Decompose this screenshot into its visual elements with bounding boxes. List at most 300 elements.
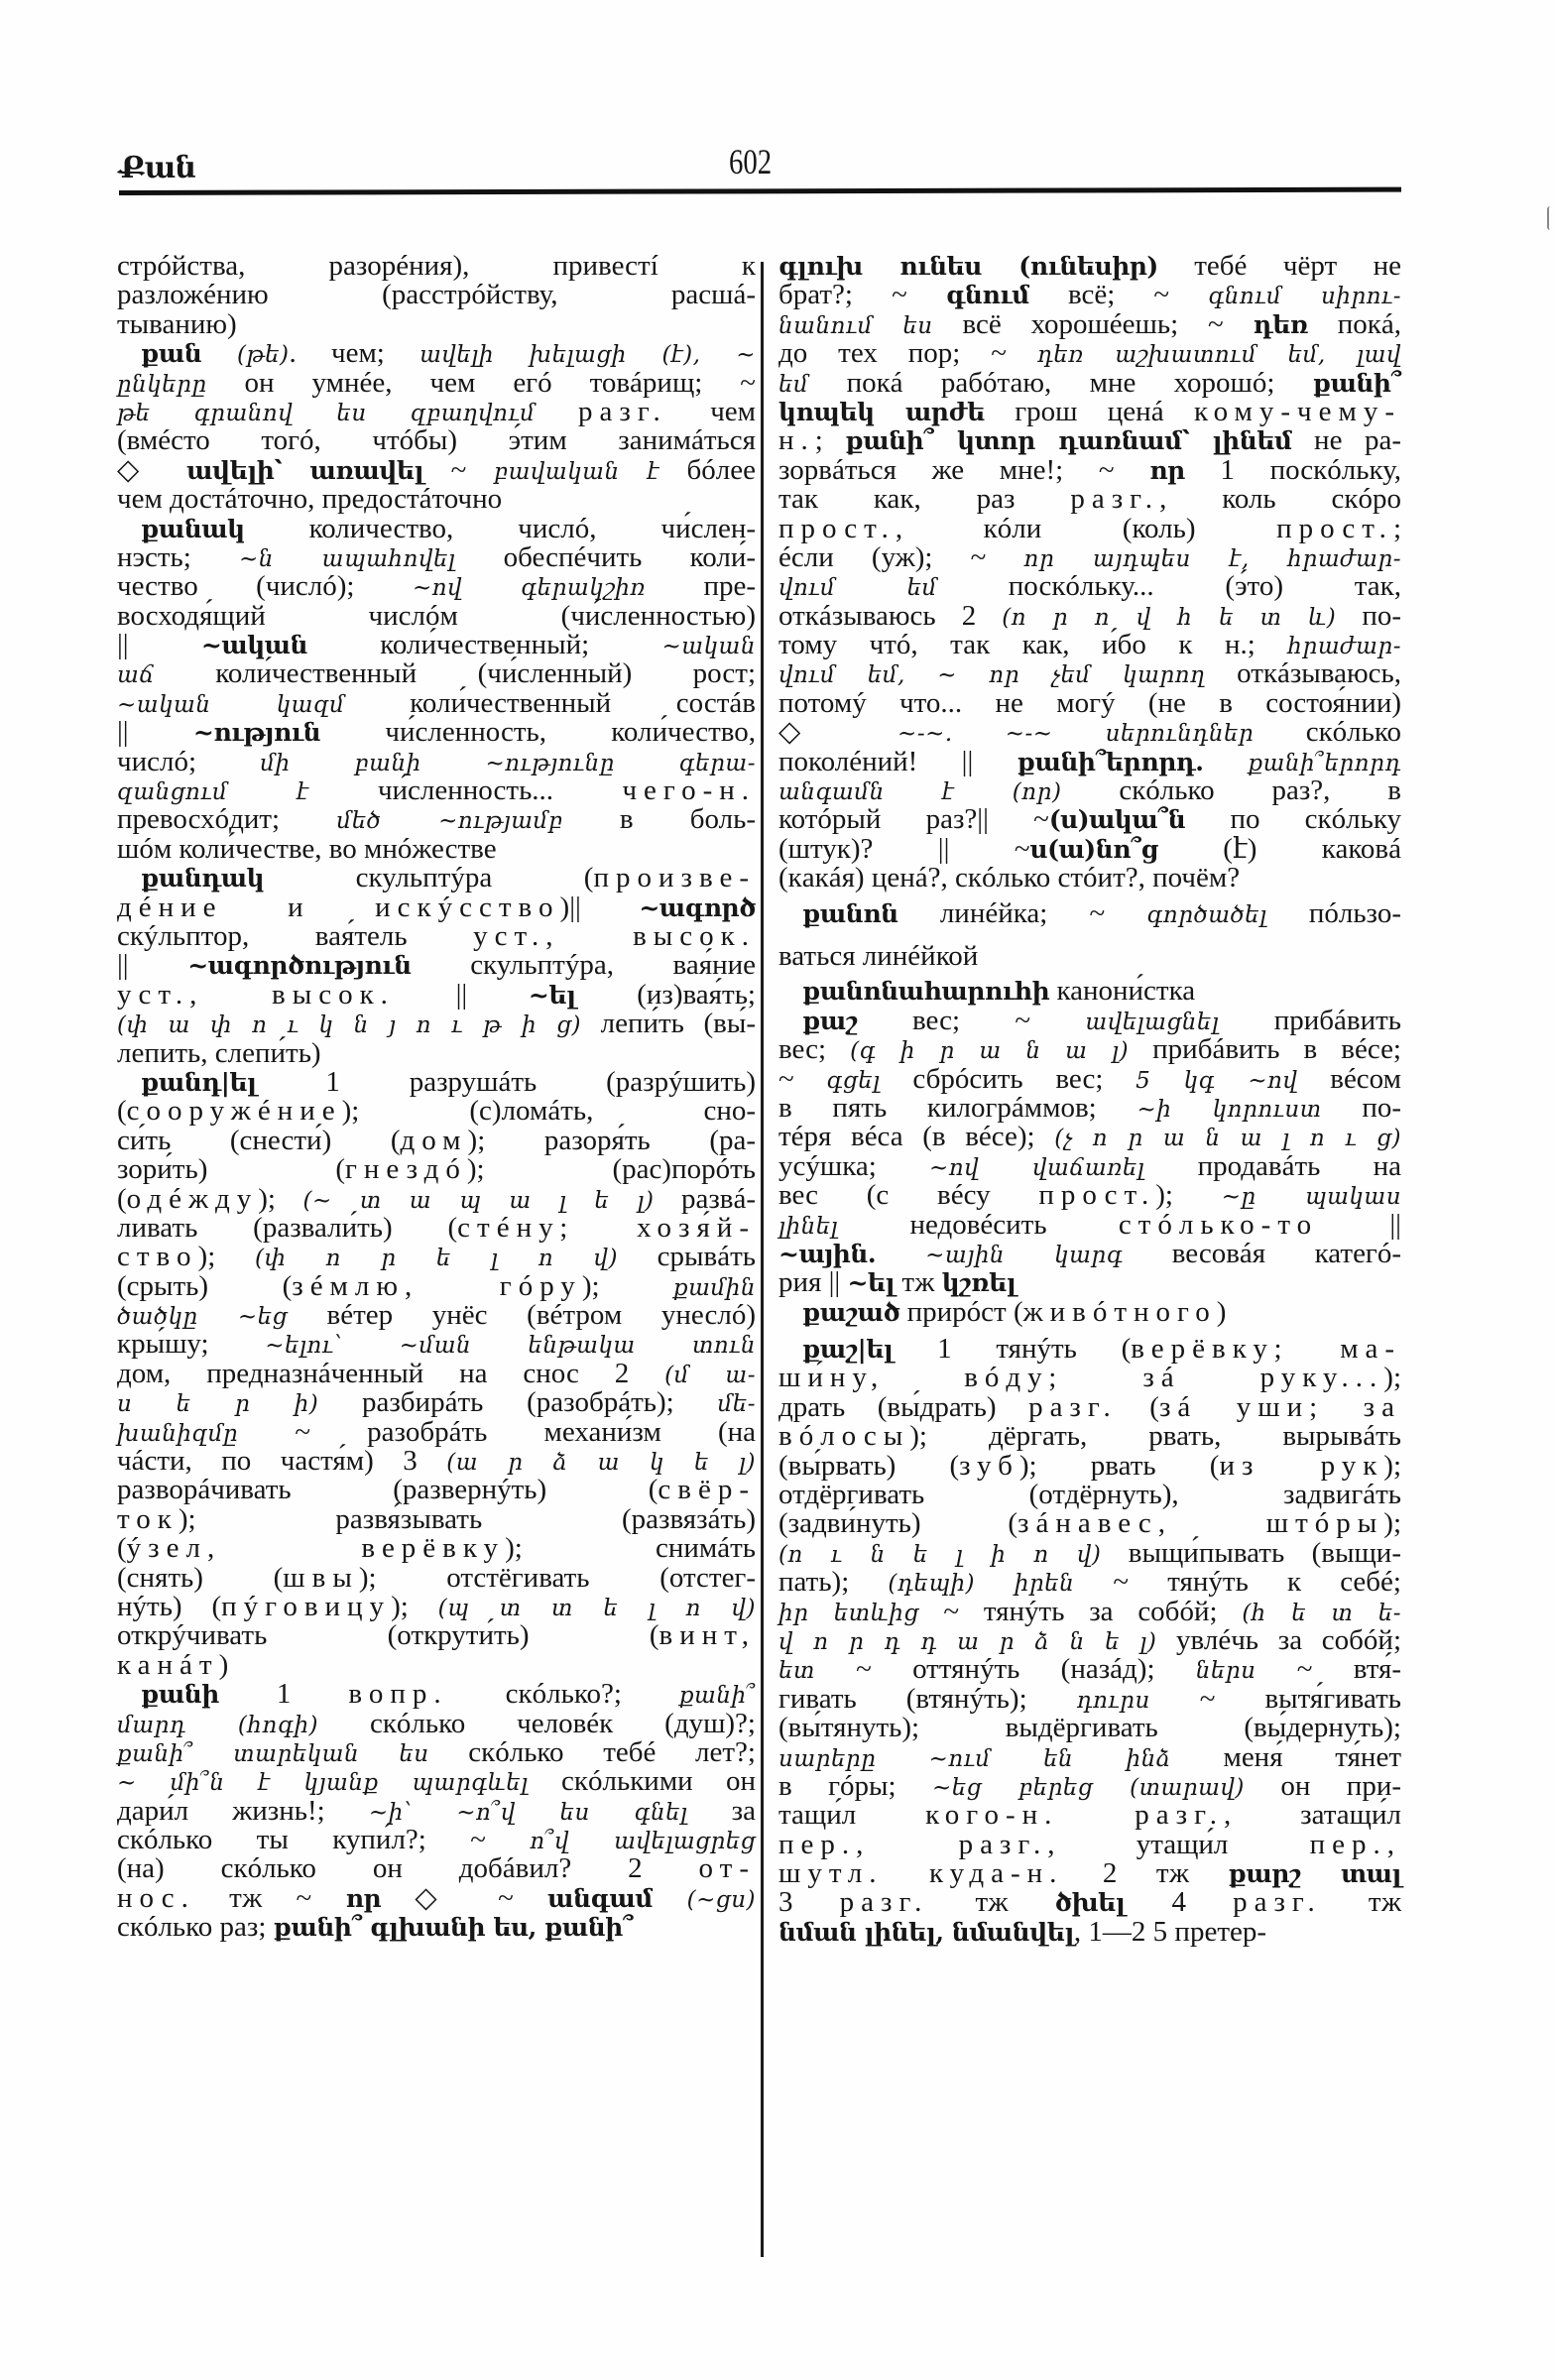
armenian-example: ավելացնել: [1085, 1009, 1220, 1035]
dictionary-line: [778, 1123, 1401, 1151]
armenian-example: ~ մի՞ն է կյանք պարգևել: [117, 1770, 529, 1797]
russian-text: ); (с)ломáть, сно-: [341, 1095, 756, 1128]
armenian-example: քամին: [673, 1274, 757, 1301]
russian-text: ); (рас)порóть: [466, 1153, 756, 1186]
russian-text: открýчивать (открути́ть) (: [117, 1619, 659, 1652]
russian-text: 1 тянýть (: [893, 1333, 1132, 1366]
armenian-headword: քանդ|ել: [141, 1067, 257, 1097]
russian-text: ~ тянýть к себé;: [1074, 1566, 1401, 1599]
armenian-example: 5 կգ ~ով: [1136, 1067, 1298, 1094]
russian-text: тж: [928, 1886, 1055, 1919]
russian-text: отдёргивать (отдёрнуть), задвигáть: [778, 1479, 1401, 1511]
dictionary-line: [117, 1561, 756, 1594]
russian-text: );: [1383, 1507, 1401, 1540]
dictionary-line: [117, 1854, 756, 1883]
russian-text: ||: [394, 978, 529, 1011]
armenian-example: ավելի խելացի (է), ~: [419, 342, 756, 369]
russian-text: ;: [1392, 512, 1401, 544]
dictionary-line: [778, 1623, 1401, 1656]
russian-text: за: [687, 1794, 756, 1827]
russian-text: тыванию): [117, 307, 237, 340]
russian-text: потомý что... не могý (не в состоя́нии): [778, 686, 1401, 719]
armenian-example: (ո ր ո վ հ ե տ և): [1002, 604, 1337, 631]
armenian-example: սարերը ~ում են ինձ: [778, 1745, 1171, 1772]
russian-text: нэсть;: [117, 540, 240, 573]
dictionary-line: [117, 1767, 756, 1796]
russian-text: скóлькими он: [528, 1765, 756, 1798]
russian-text: восходя́щий числóм (чи́сленностью): [117, 599, 756, 632]
dictionary-line: [778, 1208, 1401, 1241]
dictionary-line: [117, 485, 756, 514]
dictionary-line: [778, 1769, 1401, 1802]
spaced-text: верёвку; ма-: [1131, 1333, 1401, 1366]
russian-text: зорвáться же мне!; ~: [778, 453, 1150, 486]
spaced-text: канáт: [117, 1648, 219, 1681]
spaced-text: дéние и искýсство: [117, 891, 560, 923]
armenian-headword: ծխել: [1054, 1888, 1126, 1918]
armenian-example: ~ն ապահովել: [239, 545, 456, 572]
russian-text: си́ть (снести́) (: [117, 1124, 401, 1156]
armenian-example: ~ելու՝ ~ման ենթակա տուն: [265, 1333, 756, 1360]
russian-text: вес;: [778, 1033, 851, 1066]
armenian-headword: ս(ա)նո՞ց: [1029, 834, 1158, 864]
dictionary-line: [778, 1888, 1401, 1917]
russian-text: тому чтó, так как, и́бо к н.;: [778, 629, 1288, 661]
armenian-example: իր ետևից: [778, 1600, 919, 1626]
russian-text: чем: [666, 395, 757, 427]
russian-text: скýльптор, вая́тель: [117, 919, 474, 952]
russian-text: (задви́нуть) (: [778, 1507, 1018, 1540]
russian-text: тащи́л: [778, 1799, 926, 1832]
dictionary-line: [117, 1301, 756, 1330]
armenian-example: ~ով վաճառել: [929, 1154, 1145, 1181]
armenian-headword: քանոնահարուհի: [802, 977, 1050, 1007]
dictionary-line: [778, 485, 1401, 514]
russian-text: )||: [559, 891, 640, 923]
russian-text: ◇: [778, 716, 898, 749]
dictionary-line: [778, 1595, 1401, 1627]
dictionary-line: [117, 919, 756, 952]
russian-text: , затащи́л: [1224, 1799, 1401, 1832]
dictionary-line: [778, 1859, 1401, 1888]
dictionary-line: [117, 1881, 756, 1914]
dictionary-line: [778, 307, 1401, 340]
russian-text: (: [117, 1532, 127, 1565]
armenian-headword: քանի՞ գլխանի ես, քանի՞: [273, 1913, 634, 1943]
spaced-text: произве-: [593, 862, 756, 894]
dictionary-line: [778, 252, 1401, 281]
spaced-text: нос.: [117, 1881, 195, 1914]
dictionary-line: [778, 718, 1401, 747]
russian-text: 1 разрушáть (разрýшить): [256, 1065, 756, 1098]
russian-text: , кóли (коль): [895, 512, 1277, 544]
armenian-example: վ ո ր դ դ ա ր ձ ն ե լ): [778, 1628, 1157, 1655]
armenian-example: լինել: [778, 1213, 839, 1240]
armenian-example: մարդ (հոգի): [117, 1712, 319, 1738]
dictionary-line: [117, 1735, 756, 1768]
dictionary-line: [778, 1335, 1401, 1364]
russian-text: чи́сленность, коли́чество,: [320, 716, 756, 749]
armenian-example: (գ ի ր ա ն ա լ): [850, 1038, 1130, 1065]
armenian-example: ~ական կազմ: [117, 691, 345, 718]
spaced-text: дом: [400, 1124, 468, 1156]
spaced-text: прост.: [1038, 1179, 1156, 1212]
dictionary-line: [778, 339, 1401, 368]
armenian-headword: քաշ|ել: [802, 1335, 894, 1365]
armenian-example: ետ: [778, 1658, 815, 1685]
spaced-text: свёр-: [658, 1474, 756, 1506]
russian-text: ); снимáть: [505, 1532, 757, 1565]
spaced-text: швы: [283, 1561, 359, 1594]
armenian-headword: կշռել: [941, 1268, 1017, 1298]
russian-text: ваться линéйкой: [778, 939, 979, 972]
russian-text: éсли (уж); ~: [778, 540, 1024, 573]
dictionary-line: [778, 1714, 1401, 1742]
armenian-example: քանի՞: [678, 1683, 756, 1710]
dictionary-line: [778, 1481, 1401, 1509]
russian-text: чи́сленность...: [308, 774, 623, 807]
russian-text: зори́ть) (: [117, 1153, 345, 1186]
russian-text: гивать (втянýть);: [778, 1682, 1077, 1715]
russian-text: скóлько тебé лет?;: [428, 1735, 756, 1768]
armenian-example: ~ով գերակշիռ: [412, 575, 646, 602]
spaced-text: зáнавес, штóры: [1017, 1507, 1384, 1540]
russian-text: в гóры;: [778, 1769, 932, 1802]
dictionary-line: [117, 1913, 756, 1942]
armenian-example: ~ը պակաս: [1221, 1184, 1402, 1211]
russian-text: 1: [218, 1678, 349, 1711]
armenian-headword: որ: [345, 1883, 382, 1913]
armenian-example: (մ ա-: [664, 1362, 756, 1388]
dictionary-line: [117, 1826, 756, 1854]
russian-text: покá рабóтаю, мне хорошó;: [808, 366, 1313, 399]
russian-text: дари́л жизнь!;: [117, 1794, 369, 1827]
armenian-example: քանի՞ տարեկան ես: [117, 1740, 429, 1767]
dictionary-line: [117, 1065, 756, 1098]
armenian-example: ~ական: [661, 634, 756, 660]
dictionary-line: [117, 864, 756, 892]
armenian-headword: քանակ: [141, 514, 245, 543]
russian-text: поколéний! ||: [778, 745, 1017, 777]
russian-text: недовéсить: [838, 1208, 1119, 1241]
russian-text: по-: [1321, 1091, 1401, 1124]
armenian-headword: քանի՞: [1312, 368, 1401, 398]
dictionary-line: [778, 1390, 1402, 1423]
dictionary-line: [117, 951, 756, 980]
dictionary-line: [117, 1388, 756, 1417]
russian-text: вéсом: [1297, 1062, 1401, 1095]
dictionary-line: [117, 832, 756, 865]
dictionary-line: [778, 1181, 1401, 1210]
armenian-example: (~ցս): [652, 1886, 756, 1913]
spaced-text: от-: [698, 1852, 756, 1885]
russian-text: (вмéсто тогó, чтóбы) э́тим занимáться: [117, 424, 756, 457]
russian-text: ~ втя́-: [1256, 1653, 1401, 1686]
armenian-headword: քաշ: [802, 1006, 858, 1035]
dictionary-line: [117, 805, 756, 834]
dictionary-line: [117, 572, 756, 601]
dictionary-line: [778, 572, 1401, 601]
dictionary-line: [117, 978, 756, 1011]
dictionary-line: [778, 281, 1401, 309]
russian-text: ~ оттянýть (назáд);: [814, 1653, 1196, 1686]
russian-text: меня́ тя́нет: [1170, 1740, 1401, 1773]
russian-text: ;: [814, 424, 846, 457]
armenian-headword: քարշ տալ: [1228, 1859, 1401, 1889]
armenian-example: (դեպի) իրեն: [888, 1571, 1075, 1598]
dictionary-line: [778, 1509, 1401, 1538]
russian-text: лепить, слепи́ть): [117, 1036, 321, 1069]
armenian-headword: քաշած: [802, 1297, 900, 1327]
spaced-text: из рук: [1219, 1449, 1384, 1482]
spaced-text: разг.: [1028, 1390, 1118, 1423]
dictionary-line: [117, 1155, 756, 1184]
dictionary-line: [778, 1422, 1401, 1451]
dictionary-line: [778, 659, 1401, 688]
armenian-example: (հ ե տ ե-: [1242, 1600, 1401, 1626]
dictionary-line: [117, 1447, 756, 1476]
armenian-example: ընկերը: [117, 371, 207, 398]
russian-text: ||: [1318, 1208, 1401, 1241]
armenian-headword: ~ել: [528, 980, 576, 1010]
armenian-example: մե-: [717, 1391, 756, 1418]
dictionary-line: [778, 426, 1401, 455]
russian-text: кры́шу;: [117, 1328, 266, 1361]
dictionary-line: [778, 395, 1401, 427]
dictionary-line: [778, 1740, 1401, 1773]
armenian-headword: ~ություն: [192, 718, 321, 748]
russian-text: 2 тж: [1063, 1857, 1229, 1890]
russian-text: грош ценá: [984, 395, 1194, 427]
russian-text: ||: [117, 716, 193, 749]
dictionary-line: [117, 512, 756, 544]
russian-text: );: [391, 1590, 438, 1622]
left-column: [117, 252, 756, 1943]
dictionary-line: [778, 1268, 1401, 1297]
armenian-example: քանի՞երորդ: [1203, 750, 1401, 776]
russian-text: по скóльку: [1185, 803, 1401, 836]
dictionary-line: [778, 1536, 1401, 1569]
russian-text: коли́чественный (чи́сленный) рост;: [154, 657, 756, 690]
spaced-text: вопр.: [348, 1678, 448, 1711]
russian-text: (на) скóлько он добáвил? 2: [117, 1852, 699, 1885]
russian-text: скóлько: [1254, 716, 1401, 749]
armenian-headword: ~ային.: [778, 1239, 877, 1268]
dictionary-line: [117, 1476, 756, 1504]
armenian-example: (փ ո ր ե լ ո վ): [254, 1246, 618, 1272]
russian-text: );: [197, 1241, 255, 1273]
spaced-text: гнездó: [345, 1153, 467, 1186]
armenian-example: խանիզմը: [117, 1420, 239, 1447]
armenian-example: բավական է: [493, 458, 659, 485]
dictionary-line: [778, 1568, 1401, 1597]
spaced-text: зéмлю, гóру: [292, 1269, 582, 1302]
russian-text: скóлько ты купи́л?; ~: [117, 1824, 531, 1856]
russian-text: линéйка; ~: [897, 896, 1147, 929]
russian-text: так как, раз: [778, 483, 1071, 516]
russian-text: количество, числó, чи́слен-: [244, 512, 756, 544]
spaced-text: чего-н.: [622, 774, 756, 807]
armenian-headword: նման լինել, նմանվել: [778, 1917, 1074, 1947]
dictionary-line: [117, 1269, 757, 1302]
russian-text: тж ~: [194, 1881, 346, 1914]
dictionary-line: [778, 1915, 1401, 1948]
spaced-text: разг.: [839, 1886, 929, 1919]
armenian-headword: քանի՞երորդ.: [1017, 747, 1204, 776]
dictionary-line: [778, 1091, 1401, 1124]
dictionary-line: [778, 540, 1401, 573]
spaced-text: разг.: [578, 395, 667, 427]
dictionary-line: [117, 776, 756, 805]
spaced-text: уст., высок.: [473, 919, 756, 952]
spaced-text: кого-н. разг.: [925, 1799, 1224, 1832]
russian-text: ||: [117, 629, 201, 661]
russian-text: развá-: [654, 1182, 756, 1215]
russian-text: ~ разобрáть механи́зм (на: [238, 1415, 756, 1448]
russian-text: скóлько раз;: [117, 1911, 274, 1944]
dictionary-line: [117, 339, 756, 368]
armenian-example: եմ: [778, 371, 809, 398]
russian-text: тж: [895, 1266, 942, 1299]
russian-text: , утащи́л: [1047, 1828, 1310, 1860]
dictionary-line: [778, 631, 1401, 659]
russian-text: ~: [778, 1062, 827, 1095]
dictionary-line: [117, 1502, 756, 1535]
russian-text: , коль скóро: [1159, 483, 1401, 516]
armenian-example: դեռ աշխատում եմ, լավ: [1036, 342, 1401, 369]
russian-text: драть (вы́драть): [778, 1390, 1029, 1423]
dictionary-line: [117, 307, 756, 340]
russian-text: стрóйства, разорéния), привестí к: [117, 250, 756, 282]
dictionary-line: [778, 1801, 1401, 1830]
spaced-text: н.: [778, 424, 815, 457]
spaced-text: живóтного: [1022, 1295, 1217, 1328]
russian-text: скульптýра, вая́ние: [411, 949, 756, 982]
russian-text: котóрый раз?|| ~: [778, 803, 1049, 836]
armenian-headword: ~ագործություն: [187, 951, 412, 981]
armenian-example: ~-~. ~-~ սերունդներ: [897, 721, 1255, 748]
russian-text: 4: [1125, 1886, 1234, 1919]
spaced-text: одéжду: [126, 1182, 259, 1215]
dictionary-line: [117, 1590, 757, 1622]
russian-text: чáсти, по частя́м) 3: [117, 1445, 447, 1478]
spaced-text: пýговицу: [221, 1590, 392, 1622]
russian-text: дом, предназнáченный на снос 2: [117, 1357, 665, 1389]
armenian-example: գործածել: [1146, 901, 1267, 928]
russian-text: покá,: [1307, 307, 1401, 340]
spaced-text: разг.: [1233, 1886, 1322, 1919]
dictionary-line: [778, 686, 1401, 719]
armenian-example: ո՞վ ավելացրեց: [530, 1829, 756, 1855]
dictionary-line: [117, 540, 756, 573]
spaced-text: уст., высок.: [117, 978, 395, 1011]
russian-text: (штук)? || ~: [778, 832, 1030, 865]
russian-text: . чем;: [289, 337, 420, 370]
russian-text: );: [1383, 1362, 1401, 1394]
dictionary-line: [778, 776, 1401, 805]
armenian-example: նանում ես: [778, 312, 933, 339]
dictionary-line: [778, 1682, 1401, 1715]
dictionary-line: [117, 252, 756, 281]
russian-text: усýшка;: [778, 1149, 930, 1182]
russian-text: лепи́ть (вы́-: [580, 1008, 756, 1040]
armenian-headword: ավելի՝ առավել: [186, 455, 424, 485]
dictionary-line: [117, 1211, 756, 1244]
spaced-text: сооружéние: [126, 1095, 342, 1128]
spaced-text: ток: [117, 1502, 179, 1535]
russian-text: ); развя́зывать (развязáть): [178, 1502, 756, 1535]
armenian-example: մեծ ~ությամբ: [336, 808, 563, 835]
russian-text: до тех пор; ~: [778, 337, 1037, 370]
dictionary-line: [117, 366, 756, 399]
dictionary-line: [117, 1534, 756, 1563]
dictionary-line: [778, 1655, 1401, 1684]
russian-text: (: [1117, 1390, 1159, 1423]
russian-text: в боль-: [562, 803, 757, 836]
armenian-headword: անգամ: [547, 1883, 653, 1913]
russian-text: пре-: [645, 570, 756, 603]
dictionary-line: [117, 631, 756, 659]
column-divider: [761, 262, 764, 2257]
spaced-text: зá уши; за: [1158, 1390, 1402, 1423]
russian-text: по-: [1336, 599, 1401, 632]
dictionary-line: [778, 939, 1401, 972]
armenian-headword: (ս)ակա՞ն: [1048, 805, 1186, 835]
russian-text: вес (с вéсу: [778, 1179, 1039, 1212]
armenian-example: գնում սիրու-: [1208, 284, 1402, 310]
armenian-example: ս ե ր ի): [117, 1391, 319, 1418]
dictionary-line: [117, 718, 756, 747]
spaced-text: ство: [117, 1241, 198, 1273]
russian-text: ливать (развали́ть) (: [117, 1211, 458, 1244]
spaced-text: шутл. куда-н.: [778, 1857, 1064, 1890]
dictionary-line: [778, 1149, 1401, 1182]
russian-text: откáзываюсь 2: [778, 599, 1003, 632]
armenian-example: ~եց բերեց (տարավ): [931, 1774, 1245, 1801]
russian-text: откáзываюсь,: [1205, 657, 1401, 690]
dictionary-line: [778, 512, 1401, 544]
russian-text: брат?; ~: [778, 279, 946, 311]
russian-text: );: [1155, 1179, 1222, 1212]
russian-text: чество (числó);: [117, 570, 413, 603]
russian-text: разбирáть (разобрáть);: [318, 1386, 718, 1419]
russian-text: скóлько?;: [447, 1678, 679, 1711]
dictionary-line: [117, 1357, 756, 1389]
russian-text: вéтер унёс (вéтром унеслó): [287, 1299, 756, 1332]
dictionary-line: [117, 1621, 756, 1650]
dictionary-line: [117, 1243, 756, 1271]
armenian-headword: կոպեկ արժե: [778, 397, 985, 426]
dictionary-line: [117, 1097, 756, 1126]
russian-text: );: [1383, 1449, 1402, 1482]
spaced-text: прост.: [778, 512, 896, 544]
russian-text: нýть) (: [117, 1590, 222, 1622]
spaced-text: прост.: [1276, 512, 1393, 544]
armenian-example: որ այդպես է, հրաժար-: [1023, 545, 1401, 572]
dictionary-line: [117, 1794, 756, 1827]
russian-text: коли́чественный состáв: [344, 686, 756, 719]
russian-text: разворáчивать (развернýть) (: [117, 1474, 658, 1506]
russian-text: пать);: [778, 1566, 889, 1599]
armenian-headword: քան: [141, 339, 202, 369]
russian-text: превосхóдит;: [117, 803, 337, 836]
russian-text: прибáвить в вéсе;: [1129, 1033, 1401, 1066]
armenian-example: ~ի կորուստ: [1136, 1096, 1322, 1123]
russian-text: ); разоря́ть (ра-: [467, 1124, 757, 1156]
russian-text: срывáть: [617, 1241, 757, 1273]
russian-text: (срыть) (: [117, 1269, 293, 1302]
dictionary-line: [117, 453, 756, 486]
